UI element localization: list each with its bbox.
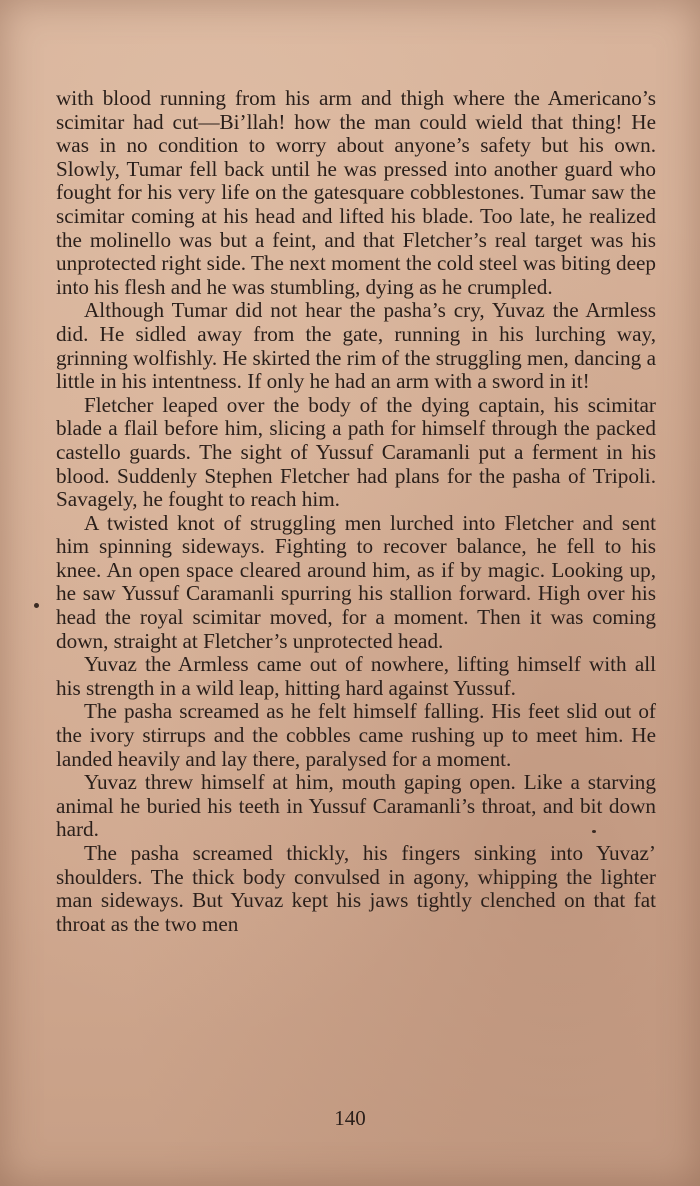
paragraph-4: A twisted knot of struggling men lurched into Fletcher and sent him spinning sideways. Fighting to recover balance, he fell to his knee. An open space cleared around him, as if by magic. Looking up, he saw Yussuf Caramanli spurring his stallion forward. High over his head the royal scimitar moved, for a moment. Then it was coming down, straight at Fletcher’s unprotected head. bbox=[56, 510, 656, 653]
paragraph-8: The pasha screamed thickly, his fingers sinking into Yuvaz’ shoulders. The thick body convulsed in agony, whipping the lighter man sideways. But Yuvaz kept his jaws tightly clenched on that fat throat as the two men bbox=[56, 841, 656, 936]
ink-speck bbox=[592, 830, 596, 833]
paragraph-3: Fletcher leaped over the body of the dying captain, his scimitar blade a flail before him, slicing a path for himself through the packed castello guards. The sight of Yussuf Caramanli put a ferment in his blood. Suddenly Stephen Fletcher had plans for the pasha of Tripoli. Savagely, he fought to reach him. bbox=[56, 392, 656, 512]
paragraph-2: Although Tumar did not hear the pasha’s cry, Yuvaz the Armless did. He sidled away from the gate, running in his lurching way, grinning wolfishly. He skirted the rim of the struggling men, dancing a little in his intentness. If only he had an arm with a sword in it! bbox=[56, 298, 656, 394]
body-text bbox=[56, 87, 656, 936]
paragraph-6: The pasha screamed as he felt himself falling. His feet slid out of the ivory stirrups and the cobbles came rushing up to meet him. He landed heavily and lay there, paralysed for a moment. bbox=[56, 699, 656, 771]
page-number: 140 bbox=[334, 1106, 366, 1130]
paragraph-5: Yuvaz the Armless came out of nowhere, lifting himself with all his strength in a wild leap, hitting hard against Yussuf. bbox=[56, 652, 656, 700]
ink-speck bbox=[34, 603, 39, 608]
paragraph-7: Yuvaz threw himself at him, mouth gaping open. Like a starving animal he buried his teeth in Yussuf Caramanli’s throat, and bit down hard. bbox=[56, 770, 656, 842]
paragraph-1: with blood running from his arm and thigh where the Americano’s scimitar had cut—Bi’llah! how the man could wield that thing! He was in no condition to worry about anyone’s safety but his own. Slowly, Tumar fell back until he was pressed into another guard who fought for his very life on the gatesquare cobblestones. Tumar saw the scimitar coming at his head and lifted his blade. Too late, he realized the molinello was but a feint, and that Fletcher’s real target was his unprotected right side. The next moment the cold steel was biting deep into his flesh and he was stumbling, dying as he crumpled. bbox=[56, 86, 656, 299]
